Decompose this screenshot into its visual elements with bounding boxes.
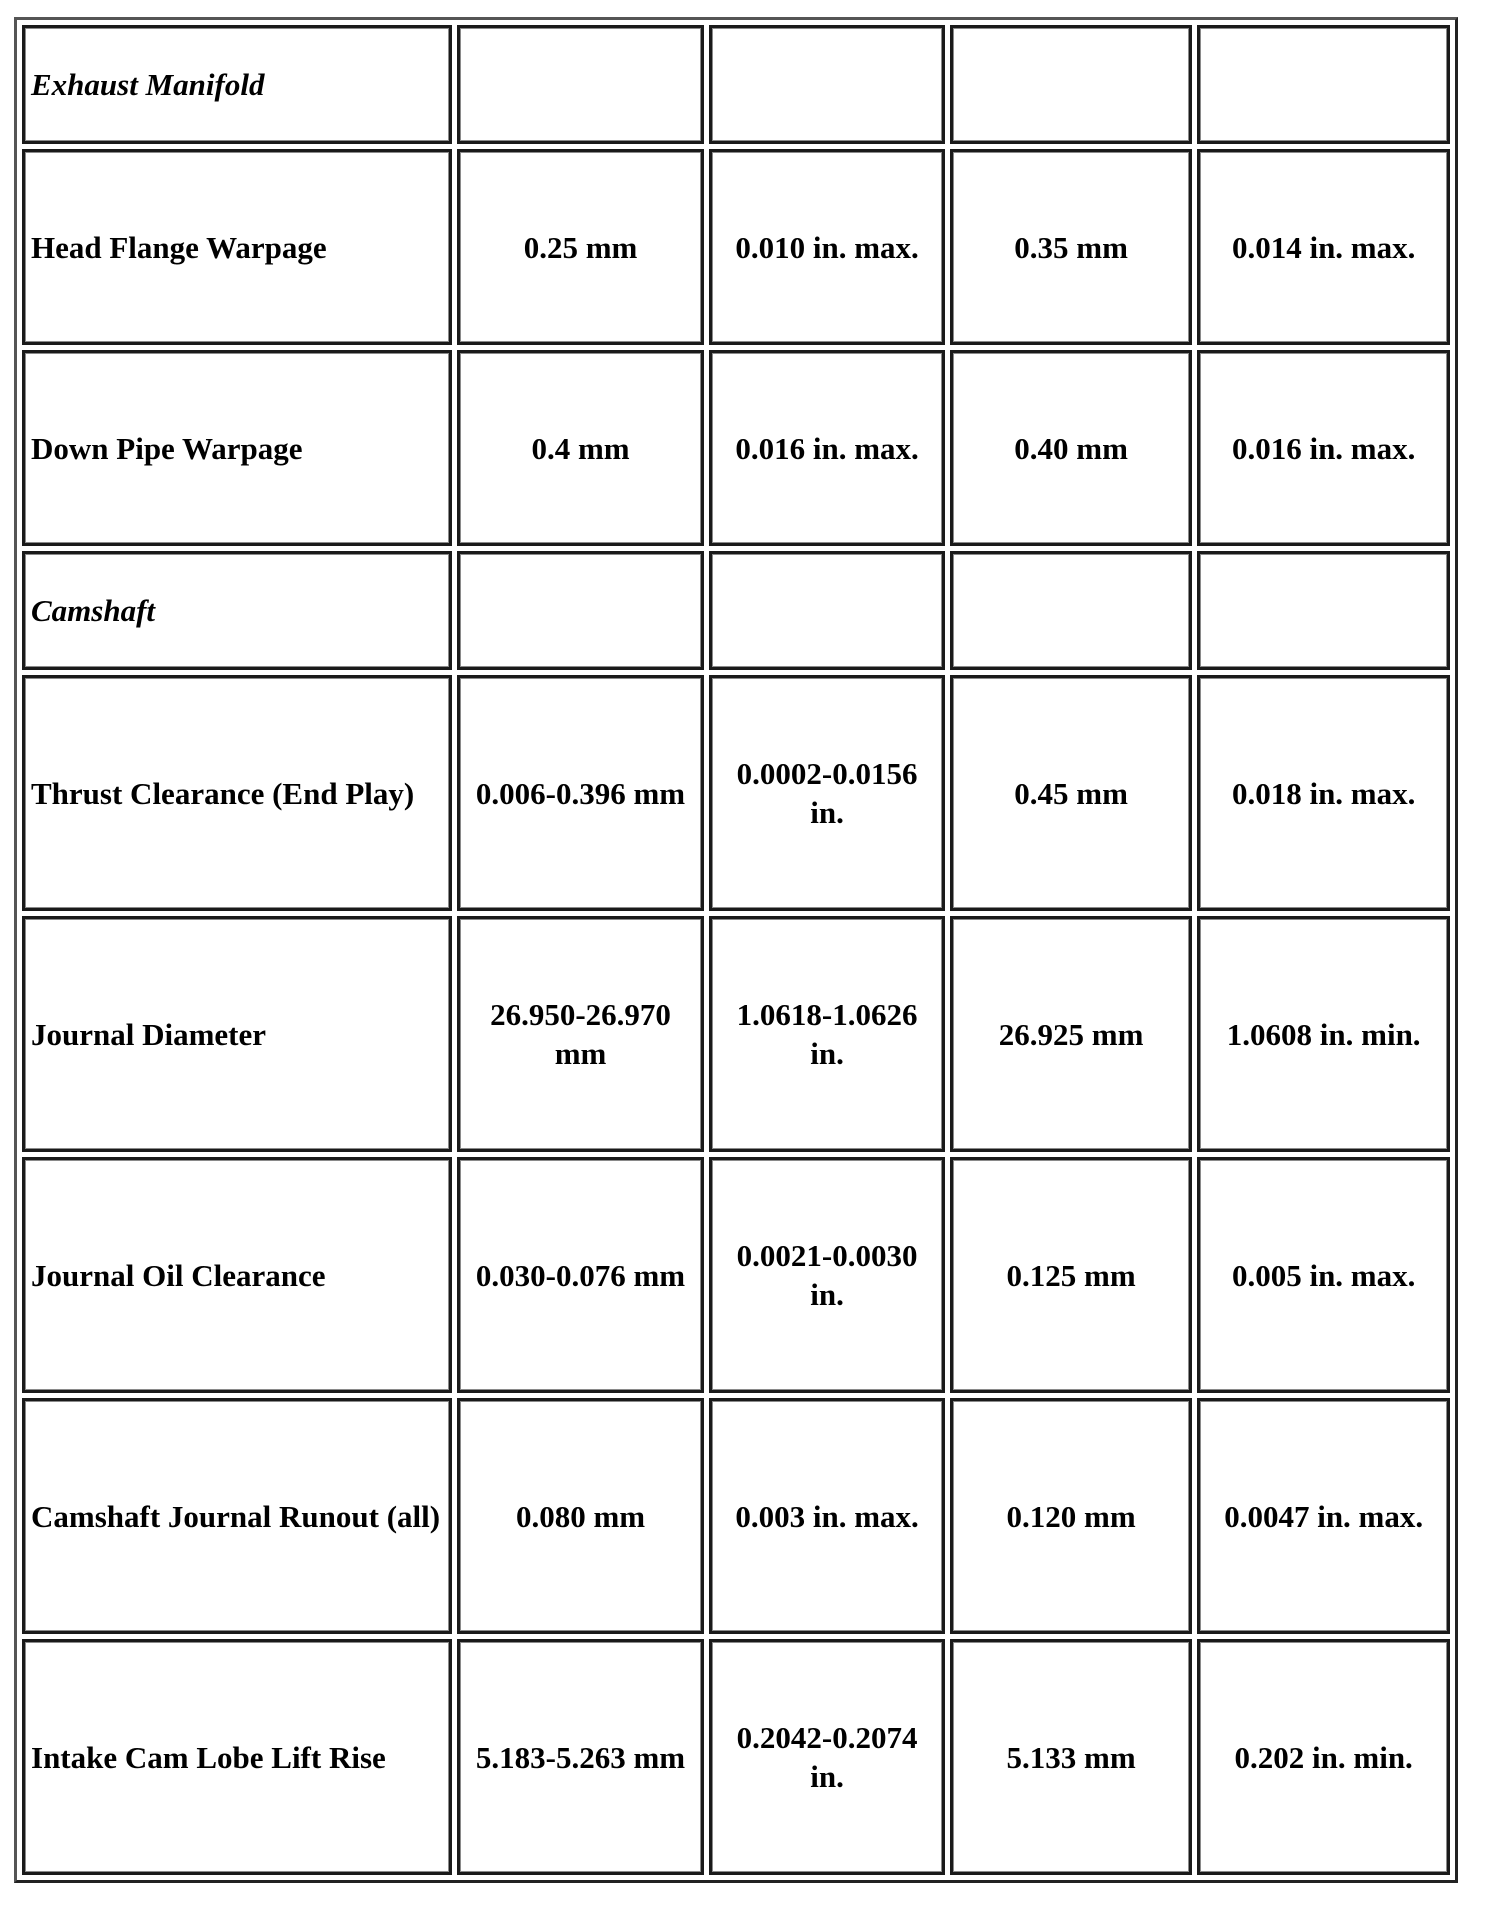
row-label: Intake Cam Lobe Lift Rise (22, 1639, 452, 1875)
table-cell: 0.35 mm (950, 149, 1193, 345)
table-cell (950, 551, 1193, 670)
table-cell: 0.0002-0.0156 in. (709, 675, 945, 911)
table-cell: 0.40 mm (950, 350, 1193, 546)
section-heading: Exhaust Manifold (22, 25, 452, 144)
row-label: Head Flange Warpage (22, 149, 452, 345)
table-cell: 5.183-5.263 mm (457, 1639, 705, 1875)
table-cell: 0.0021-0.0030 in. (709, 1157, 945, 1393)
row-label: Journal Oil Clearance (22, 1157, 452, 1393)
table-row-exhaust-manifold (22, 25, 1450, 144)
table-cell: 0.003 in. max. (709, 1398, 945, 1634)
row-label: Journal Diameter (22, 916, 452, 1152)
table-cell (457, 551, 705, 670)
table-cell: 0.005 in. max. (1197, 1157, 1450, 1393)
table-cell: 0.45 mm (950, 675, 1193, 911)
table-cell: 0.030-0.076 mm (457, 1157, 705, 1393)
table-cell: 26.950-26.970 mm (457, 916, 705, 1152)
table-cell: 0.006-0.396 mm (457, 675, 705, 911)
table-cell (1197, 551, 1450, 670)
spec-table-frame (14, 17, 1458, 1883)
table-cell: 0.010 in. max. (709, 149, 945, 345)
table-cell: 0.120 mm (950, 1398, 1193, 1634)
table-row (22, 149, 1450, 345)
table-cell: 0.2042-0.2074 in. (709, 1639, 945, 1875)
row-label: Thrust Clearance (End Play) (22, 675, 452, 911)
table-row (22, 675, 1450, 911)
table-cell: 0.125 mm (950, 1157, 1193, 1393)
table-cell (709, 551, 945, 670)
table-cell (457, 25, 705, 144)
row-label: Camshaft Journal Runout (all) (22, 1398, 452, 1634)
table-cell: 0.0047 in. max. (1197, 1398, 1450, 1634)
table-row (22, 1639, 1450, 1875)
table-cell: 0.080 mm (457, 1398, 705, 1634)
table-cell: 0.202 in. min. (1197, 1639, 1450, 1875)
table-cell (1197, 25, 1450, 144)
table-row (22, 1157, 1450, 1393)
table-cell: 1.0608 in. min. (1197, 916, 1450, 1152)
table-cell: 0.018 in. max. (1197, 675, 1450, 911)
table-cell: 0.25 mm (457, 149, 705, 345)
table-cell: 5.133 mm (950, 1639, 1193, 1875)
section-heading: Camshaft (22, 551, 452, 670)
table-row (22, 350, 1450, 546)
table-row (22, 916, 1450, 1152)
table-row-camshaft (22, 551, 1450, 670)
table-cell: 26.925 mm (950, 916, 1193, 1152)
table-cell (709, 25, 945, 144)
table-cell: 0.014 in. max. (1197, 149, 1450, 345)
table-cell: 0.016 in. max. (1197, 350, 1450, 546)
spec-table (17, 20, 1455, 1880)
table-cell: 0.4 mm (457, 350, 705, 546)
table-cell: 1.0618-1.0626 in. (709, 916, 945, 1152)
table-row (22, 1398, 1450, 1634)
table-cell: 0.016 in. max. (709, 350, 945, 546)
row-label: Down Pipe Warpage (22, 350, 452, 546)
table-cell (950, 25, 1193, 144)
